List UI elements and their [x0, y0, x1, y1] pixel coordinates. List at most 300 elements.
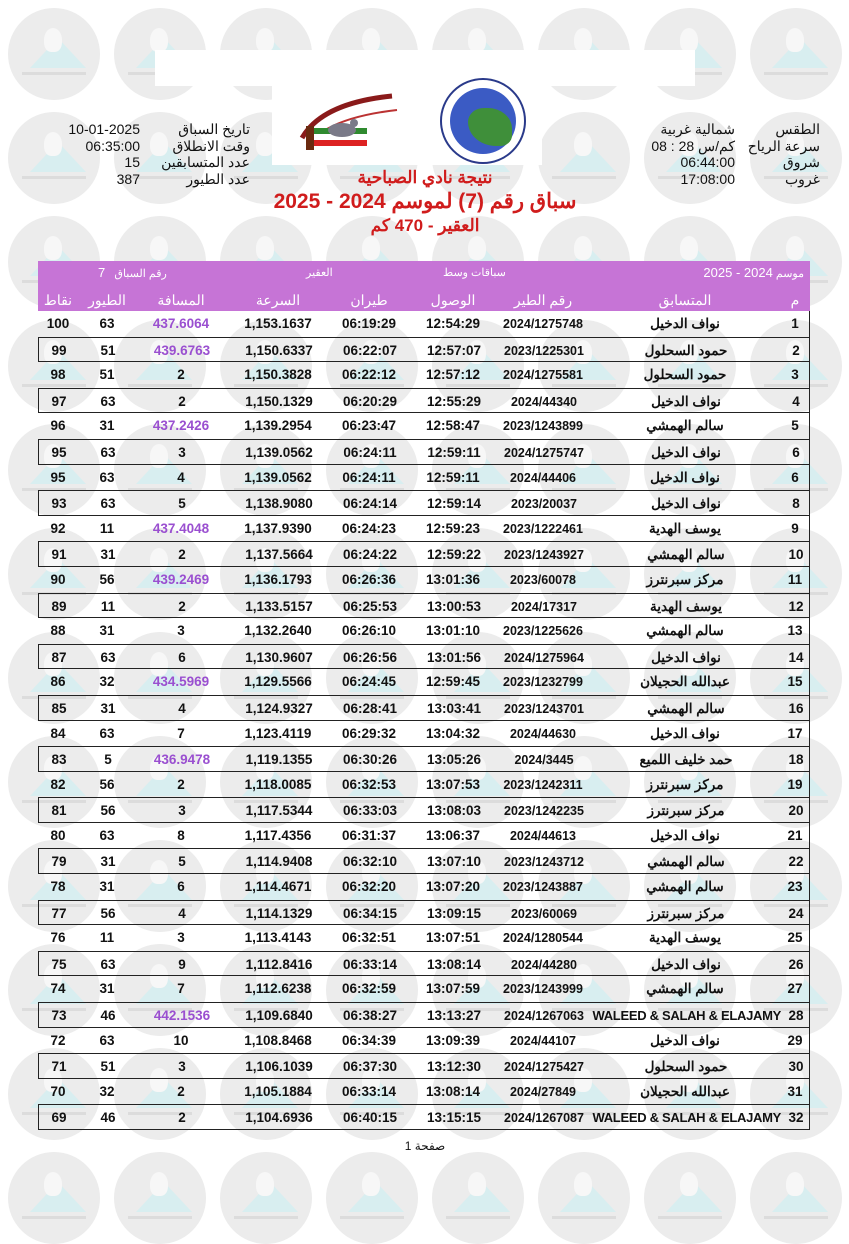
cell-distance: 6 [177, 879, 185, 895]
cell-name: نواف الدخيل [651, 649, 721, 665]
cell-rank: 31 [787, 1083, 803, 1099]
cell-flight: 06:26:56 [342, 649, 398, 665]
cell-flight: 06:30:26 [342, 752, 398, 768]
col-ring: رقم الطير [513, 292, 573, 308]
cell-points: 95 [50, 469, 66, 485]
cell-rank: 2 [792, 342, 800, 358]
cell-name: يوسف الهدية [649, 930, 721, 946]
cell-ring: 2024/27849 [509, 1084, 577, 1099]
cell-distance: 3 [177, 623, 185, 639]
cell-points: 88 [50, 623, 66, 639]
cell-speed: 1,138.9080 [245, 496, 313, 512]
table-row [38, 618, 810, 644]
cell-distance: 5 [178, 854, 186, 870]
cell-rank: 23 [787, 879, 803, 895]
cell-points: 81 [51, 803, 67, 819]
birds-count-value: 387 [116, 170, 140, 187]
season-label: موسم [775, 268, 804, 280]
cell-flight: 06:28:41 [342, 700, 398, 716]
cell-ring: 2024/44280 [510, 957, 578, 972]
cell-flight: 06:25:53 [342, 598, 398, 614]
col-arrival: الوصول [430, 292, 476, 308]
table-row [38, 874, 810, 900]
cell-birds: 31 [99, 879, 115, 895]
cell-name: يوسف الهدية [649, 520, 721, 536]
cell-ring: 2024/3445 [514, 753, 574, 768]
cell-ring: 2023/1243927 [504, 548, 584, 563]
cell-distance: 2 [177, 1083, 185, 1099]
cell-points: 69 [51, 1110, 67, 1126]
cell-birds: 63 [100, 649, 116, 665]
cell-distance: 4 [177, 469, 185, 485]
cell-points: 73 [51, 1008, 67, 1024]
cell-ring: 2024/1275581 [503, 368, 583, 383]
table-row [38, 439, 810, 465]
table-row [38, 1028, 810, 1054]
cell-distance: 6 [178, 649, 186, 665]
cell-flight: 06:22:07 [342, 342, 398, 358]
column-headers [38, 291, 810, 309]
cell-name: مركز سبرنترز [647, 803, 725, 819]
cell-speed: 1,150.6337 [245, 342, 313, 358]
cell-birds: 63 [99, 827, 115, 843]
race-number-value: 7 [98, 265, 106, 280]
cell-flight: 06:24:11 [342, 469, 396, 485]
sunrise-value: 06:44:00 [680, 154, 735, 170]
cell-arrival: 12:59:11 [427, 444, 481, 460]
cell-name: نواف الدخيل [650, 1032, 720, 1048]
cell-speed: 1,118.0085 [244, 776, 312, 792]
cell-rank: 5 [791, 418, 799, 434]
cell-flight: 06:37:30 [342, 1059, 398, 1075]
col-flight: طيران [350, 292, 388, 308]
kuwait-federation-for-racing-pigeon-logo [440, 78, 526, 164]
cell-birds: 46 [100, 1110, 116, 1126]
participants-value: 15 [124, 154, 140, 170]
cell-ring: 2024/1275964 [504, 650, 584, 665]
cell-ring: 2024/1267063 [504, 1009, 584, 1024]
cell-name: حمد خليف اللميع [639, 752, 733, 768]
cell-speed: 1,117.4356 [244, 827, 312, 843]
cell-birds: 63 [99, 469, 115, 485]
cell-birds: 11 [99, 520, 115, 536]
cell-points: 79 [51, 854, 67, 870]
cell-distance: 3 [178, 1059, 186, 1075]
race-location-title: العقير - 470 كم [370, 216, 480, 235]
cell-speed: 1,109.6840 [245, 1008, 313, 1024]
table-row [38, 823, 810, 849]
cell-points: 77 [51, 905, 67, 921]
cell-rank: 16 [788, 700, 804, 716]
season-info [703, 265, 804, 281]
cell-flight: 06:19:29 [341, 316, 397, 331]
cell-points: 93 [51, 496, 67, 512]
cell-flight: 06:32:20 [341, 879, 397, 895]
cell-points: 78 [50, 879, 66, 895]
cell-rank: 6 [792, 444, 800, 460]
cell-ring: 2024/44630 [509, 726, 577, 741]
cell-flight: 06:33:14 [341, 1083, 397, 1099]
cell-ring: 2024/1267087 [504, 1111, 584, 1126]
cell-points: 87 [51, 649, 67, 665]
cell-arrival: 13:01:56 [426, 649, 482, 665]
cell-speed: 1,139.0562 [245, 444, 313, 460]
cell-points: 83 [51, 752, 67, 768]
cell-speed: 1,112.8416 [245, 956, 313, 972]
cell-name: سالم الهمشي [646, 418, 724, 434]
cell-arrival: 13:07:53 [425, 776, 481, 792]
race-date-value: 10-01-2025 [68, 121, 140, 137]
table-row [38, 1079, 810, 1105]
table-row [38, 848, 810, 874]
cell-ring: 2024/1275748 [503, 317, 583, 331]
cell-points: 96 [50, 418, 66, 434]
cell-birds: 31 [99, 623, 115, 639]
table-row [38, 593, 810, 619]
cell-speed: 1,136.1793 [244, 571, 312, 587]
kuwait-racing-pigeon-club-logo [282, 78, 412, 158]
cell-flight: 06:24:11 [343, 444, 397, 460]
cell-speed: 1,137.9390 [244, 520, 312, 536]
table-row [38, 388, 810, 414]
col-points: نقاط [43, 292, 73, 308]
cell-distance: 4 [178, 700, 186, 716]
table-row [38, 541, 810, 567]
cell-points: 89 [51, 598, 67, 614]
cell-name: نواف الدخيل [650, 469, 720, 485]
cell-arrival: 12:57:07 [426, 342, 482, 358]
table-row [38, 567, 810, 593]
cell-ring: 2023/1243712 [504, 855, 584, 870]
cell-birds: 56 [99, 776, 115, 792]
cell-rank: 12 [788, 598, 804, 614]
cell-points: 92 [50, 520, 66, 536]
weather-row [600, 121, 820, 138]
cell-rank: 28 [788, 1008, 804, 1024]
cell-rank: 29 [787, 1032, 803, 1048]
table-header [38, 261, 810, 311]
cell-birds: 63 [100, 444, 116, 460]
cell-speed: 1,112.6238 [244, 981, 312, 997]
table-row [38, 1053, 810, 1079]
cell-arrival: 13:03:41 [426, 700, 482, 716]
cell-arrival: 13:04:32 [425, 725, 481, 741]
table-row [38, 1002, 810, 1028]
cell-points: 84 [50, 725, 66, 741]
cell-birds: 63 [100, 393, 116, 409]
cell-arrival: 13:07:20 [425, 879, 481, 895]
cell-arrival: 13:08:14 [425, 1083, 481, 1099]
table-row [38, 925, 810, 951]
cell-rank: 25 [787, 930, 803, 946]
cell-distance: 2 [178, 393, 186, 409]
cell-birds: 5 [104, 752, 112, 768]
cell-flight: 06:31:37 [341, 827, 397, 843]
table-row [38, 337, 810, 363]
cell-ring: 2023/1225301 [504, 343, 584, 358]
cell-speed: 1,113.4143 [244, 930, 312, 946]
cell-arrival: 13:08:14 [426, 956, 482, 972]
cell-points: 98 [50, 367, 66, 383]
cell-speed: 1,105.1884 [244, 1083, 312, 1099]
cell-ring: 2024/44406 [509, 470, 577, 485]
cell-points: 76 [50, 930, 66, 946]
cell-points: 97 [51, 393, 67, 409]
weather-value: شمالية غربية [660, 121, 735, 137]
table-row [38, 772, 810, 798]
cell-ring: 2023/20037 [510, 497, 578, 512]
cell-points: 75 [51, 956, 67, 972]
cell-flight: 06:26:10 [341, 623, 397, 639]
cell-name: عبدالله الحجيلان [640, 1083, 730, 1099]
cell-rank: 1 [791, 316, 799, 331]
cell-speed: 1,139.0562 [244, 469, 312, 485]
table-row [38, 746, 810, 772]
cell-points: 90 [50, 571, 66, 587]
cell-flight: 06:22:12 [341, 367, 397, 383]
cell-speed: 1,132.2640 [244, 623, 312, 639]
cell-speed: 1,133.5157 [245, 598, 313, 614]
start-time-value: 06:35:00 [85, 137, 140, 154]
cell-points: 99 [51, 342, 67, 358]
cell-distance: 10 [173, 1032, 189, 1048]
table-row [38, 413, 810, 439]
cell-arrival: 13:09:15 [426, 905, 482, 921]
cell-distance: 2 [178, 598, 186, 614]
cell-points: 80 [50, 827, 66, 843]
cell-points: 71 [51, 1059, 67, 1075]
table-row [38, 797, 810, 823]
race-category: سباقات وسط [443, 267, 506, 279]
cell-name: سالم الهمشي [647, 854, 725, 870]
cell-flight: 06:32:59 [341, 981, 397, 997]
col-birds: الطيور [88, 292, 126, 308]
cell-distance: 437.6064 [152, 316, 210, 331]
cell-points: 74 [50, 981, 66, 997]
cell-arrival: 12:59:23 [425, 520, 481, 536]
cell-distance: 3 [178, 803, 186, 819]
cell-name: نواف الدخيل [651, 496, 721, 512]
cell-birds: 46 [100, 1008, 116, 1024]
cell-speed: 1,114.9408 [245, 854, 313, 870]
cell-birds: 31 [99, 418, 115, 434]
cell-flight: 06:32:10 [342, 854, 398, 870]
cell-distance: 2 [177, 367, 185, 383]
cell-arrival: 12:54:29 [425, 316, 481, 331]
start-time-label: وقت الانطلاق [172, 137, 250, 154]
cell-rank: 32 [788, 1110, 804, 1126]
cell-arrival: 12:59:22 [426, 547, 482, 563]
cell-speed: 1,104.6936 [245, 1110, 313, 1126]
cell-points: 82 [50, 776, 66, 792]
cell-arrival: 12:55:29 [426, 393, 482, 409]
cell-rank: 20 [788, 803, 804, 819]
cell-flight: 06:26:36 [341, 571, 397, 587]
wind-speed-row [600, 138, 820, 155]
cell-flight: 06:23:47 [341, 418, 397, 434]
cell-distance: 8 [177, 827, 185, 843]
cell-distance: 3 [177, 930, 185, 946]
cell-birds: 63 [100, 956, 116, 972]
cell-rank: 9 [791, 520, 799, 536]
cell-name: مركز سبرنترز [647, 905, 725, 921]
cell-arrival: 13:09:39 [425, 1032, 481, 1048]
cell-arrival: 13:07:10 [426, 854, 482, 870]
cell-birds: 56 [100, 905, 116, 921]
cell-ring: 2024/44613 [509, 828, 577, 843]
cell-ring: 2024/1280544 [503, 931, 583, 946]
cell-ring: 2024/44340 [510, 394, 578, 409]
table-row [38, 516, 810, 542]
col-speed: السرعة [255, 292, 301, 308]
cell-speed: 1,153.1637 [244, 316, 312, 331]
race-season-title: سباق رقم (7) لموسم 2024 - 2025 [273, 190, 577, 213]
cell-speed: 1,137.5664 [245, 547, 313, 563]
cell-name: WALEED & SALAH & ELAJAMY [592, 1008, 781, 1024]
cell-arrival: 12:59:45 [425, 674, 481, 690]
cell-rank: 19 [787, 776, 803, 792]
cell-arrival: 12:59:14 [426, 496, 482, 512]
cell-distance: 4 [178, 905, 186, 921]
table-row [38, 900, 810, 926]
cell-name: سالم الهمشي [646, 879, 724, 895]
season-value: 2025 - 2024 [703, 265, 773, 280]
race-date-row [40, 121, 250, 138]
col-name: المتسابق [658, 292, 712, 308]
cell-birds: 63 [99, 725, 115, 741]
cell-ring: 2024/44107 [509, 1033, 577, 1048]
cell-speed: 1,124.9327 [245, 700, 313, 716]
table-row [38, 644, 810, 670]
cell-birds: 56 [100, 803, 116, 819]
cell-name: سالم الهمشي [647, 547, 725, 563]
cell-speed: 1,108.8468 [244, 1032, 312, 1048]
cell-distance: 2 [178, 1110, 186, 1126]
cell-speed: 1,139.2954 [244, 418, 312, 434]
cell-speed: 1,114.1329 [245, 905, 313, 921]
weather-label: الطقس [775, 121, 820, 137]
cell-rank: 3 [791, 367, 799, 383]
cell-arrival: 12:59:11 [426, 469, 480, 485]
cell-arrival: 13:05:26 [426, 752, 482, 768]
cell-flight: 06:24:23 [341, 520, 397, 536]
cell-name: يوسف الهدية [650, 598, 722, 614]
cell-arrival: 13:12:30 [426, 1059, 482, 1075]
cell-name: حمود السحلول [643, 367, 727, 383]
participants-label: عدد المتسابقين [161, 154, 250, 170]
wind-speed-value: كم/س 28 : 08 [651, 137, 735, 154]
sunset-label: غروب [785, 170, 820, 187]
cell-rank: 14 [788, 649, 804, 665]
cell-birds: 32 [99, 674, 115, 690]
cell-rank: 6 [791, 469, 799, 485]
cell-distance: 437.2426 [152, 418, 210, 434]
cell-rank: 13 [787, 623, 803, 639]
cell-ring: 2024/1275747 [504, 445, 584, 460]
cell-flight: 06:24:45 [341, 674, 397, 690]
birds-count-label: عدد الطيور [186, 170, 250, 187]
cell-ring: 2023/1232799 [503, 675, 583, 690]
table-row [38, 976, 810, 1002]
cell-birds: 31 [99, 981, 115, 997]
cell-arrival: 13:01:10 [425, 623, 481, 639]
cell-arrival: 12:57:12 [425, 367, 481, 383]
cell-points: 86 [50, 674, 66, 690]
table-body [38, 311, 810, 1130]
cell-distance: 3 [178, 444, 186, 460]
cell-distance: 7 [177, 981, 185, 997]
cell-birds: 31 [100, 547, 116, 563]
cell-ring: 2023/60078 [509, 572, 577, 587]
cell-ring: 2024/1275427 [504, 1060, 584, 1075]
table-row [38, 669, 810, 695]
table-row [38, 721, 810, 747]
cell-flight: 06:32:51 [341, 930, 397, 946]
wind-speed-label: سرعة الرياح [747, 137, 820, 154]
cell-distance: 436.9478 [153, 752, 211, 768]
cell-rank: 4 [792, 393, 800, 409]
table-row [38, 951, 810, 977]
cell-birds: 11 [99, 930, 115, 946]
cell-distance: 439.2469 [152, 571, 210, 587]
cell-arrival: 13:13:27 [426, 1008, 482, 1024]
page-number: صفحة 1 [404, 1139, 446, 1153]
cell-name: نواف الدخيل [650, 316, 720, 331]
cell-speed: 1,150.3828 [244, 367, 312, 383]
sunset-value: 17:08:00 [680, 170, 735, 187]
cell-distance: 5 [178, 496, 186, 512]
cell-speed: 1,117.5344 [245, 803, 313, 819]
cell-name: عبدالله الحجيلان [640, 674, 730, 690]
cell-distance: 434.5969 [152, 674, 210, 690]
cell-flight: 06:24:14 [342, 496, 398, 512]
cell-name: سالم الهمشي [646, 981, 724, 997]
cell-points: 85 [51, 700, 67, 716]
cell-ring: 2023/1242311 [503, 777, 583, 792]
table-row [38, 362, 810, 388]
cell-birds: 51 [100, 1059, 116, 1075]
cell-rank: 22 [788, 854, 804, 870]
cell-birds: 56 [99, 571, 115, 587]
cell-speed: 1,114.4671 [244, 879, 312, 895]
cell-flight: 06:40:15 [342, 1110, 398, 1126]
race-number-info [98, 265, 167, 281]
cell-name: سالم الهمشي [647, 700, 725, 716]
cell-birds: 63 [100, 496, 116, 512]
cell-birds: 31 [100, 700, 116, 716]
cell-rank: 24 [788, 905, 804, 921]
cell-distance: 7 [177, 725, 185, 741]
cell-name: حمود السحلول [644, 1059, 728, 1075]
table-row [38, 465, 810, 491]
cell-flight: 06:24:22 [342, 547, 398, 563]
cell-birds: 51 [99, 367, 115, 383]
cell-distance: 2 [178, 547, 186, 563]
cell-rank: 30 [788, 1059, 804, 1075]
cell-arrival: 13:01:36 [425, 571, 481, 587]
cell-rank: 17 [787, 725, 803, 741]
cell-rank: 10 [788, 547, 804, 563]
cell-name: نواف الدخيل [650, 725, 720, 741]
cell-ring: 2023/1243887 [503, 880, 583, 895]
cell-name: نواف الدخيل [651, 393, 721, 409]
cell-ring: 2023/1225626 [503, 624, 583, 639]
cell-distance: 439.6763 [153, 342, 211, 358]
cell-name: مركز سبرنترز [646, 776, 724, 792]
cell-rank: 8 [792, 496, 800, 512]
cell-arrival: 13:07:51 [425, 930, 481, 946]
cell-points: 72 [50, 1032, 66, 1048]
